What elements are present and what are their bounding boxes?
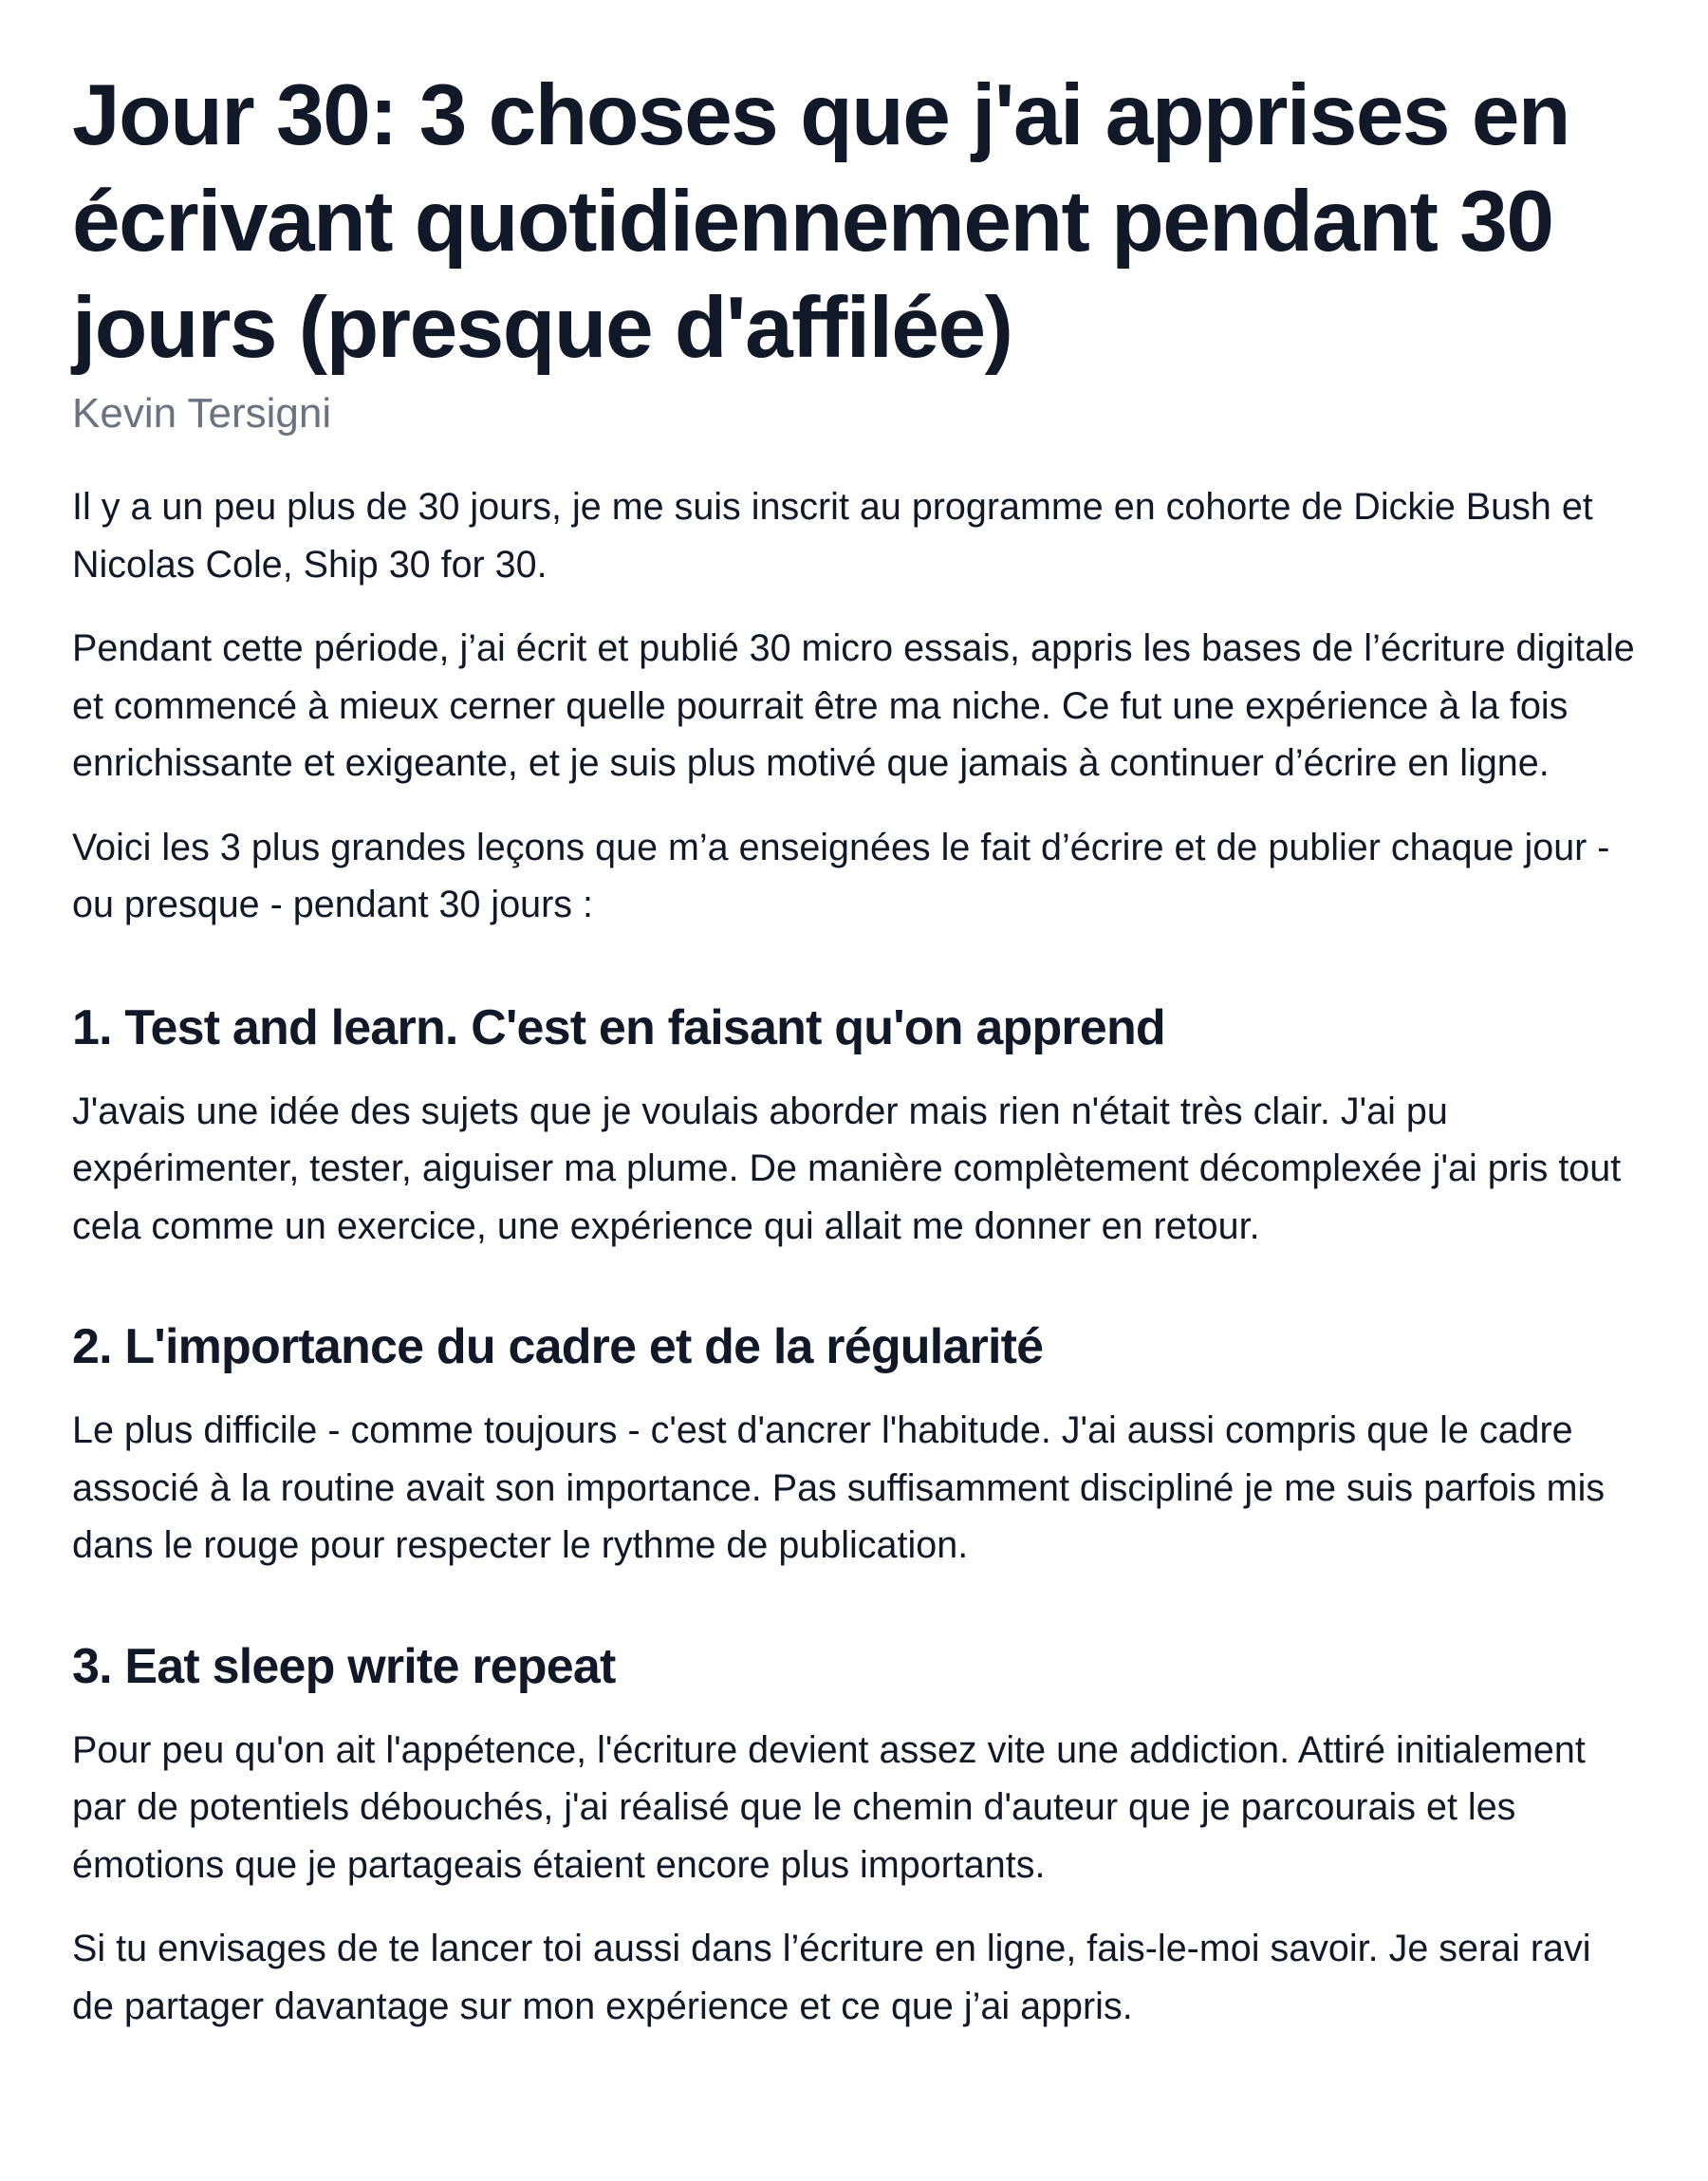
closing-paragraph: Si tu envisages de te lancer toi aussi dans l’écriture en ligne, fais-le-moi savoir. Je serai ravi de partager davantage sur mon expérience et ce que j’ai appris.: [72, 1928, 1591, 2027]
section-heading-2: 2. L'importance du cadre et de la régularité: [72, 1319, 1044, 1374]
section-3-paragraph: Pour peu qu'on ait l'appétence, l'écriture devient assez vite une addiction. Attiré initialement par de potentiels débouchés, j'ai réalisé que le chemin d'auteur que je parcourais et les émotions que je partageais étaient encore plus importants.: [72, 1728, 1586, 1886]
author-name: Kevin Tersigni: [72, 390, 332, 437]
intro-paragraph: Il y a un peu plus de 30 jours, je me suis inscrit au programme en cohorte de Dickie Bush et Nicolas Cole, Ship 30 for 30.: [72, 486, 1593, 586]
section-heading-3: 3. Eat sleep write repeat: [72, 1638, 616, 1694]
section-2-paragraph: Le plus difficile - comme toujours - c'est d'ancrer l'habitude. J'ai aussi compris que le cadre associé à la routine avait son importance. Pas suffisamment discipliné je me suis parfois mis dans le rouge pour respecter le rythme de publication.: [72, 1409, 1606, 1566]
article-title: Jour 30: 3 choses que j'ai apprises en écrivant quotidiennement pendant 30 jours (presque d'affilée): [72, 67, 1570, 376]
section-1-paragraph: J'avais une idée des sujets que je voulais aborder mais rien n'était très clair. J'ai pu expérimenter, tester, aiguiser ma plume. De manière complètement décomplexée j'ai pris tout cela comme un exercice, une expérience qui allait me donner en retour.: [72, 1090, 1622, 1247]
section-heading-1: 1. Test and learn. C'est en faisant qu'on apprend: [72, 999, 1165, 1055]
intro-paragraph: Voici les 3 plus grandes leçons que m’a enseignées le fait d’écrire et de publier chaque jour - ou presque - pendant 30 jours :: [72, 826, 1610, 925]
intro-paragraph: Pendant cette période, j’ai écrit et publié 30 micro essais, appris les bases de l’écriture digitale et commencé à mieux cerner quelle pourrait être ma niche. Ce fut une expérience à la fois enrichissante et exigeante, et je suis plus motivé que jamais à continuer d’écrire en ligne.: [72, 627, 1635, 784]
